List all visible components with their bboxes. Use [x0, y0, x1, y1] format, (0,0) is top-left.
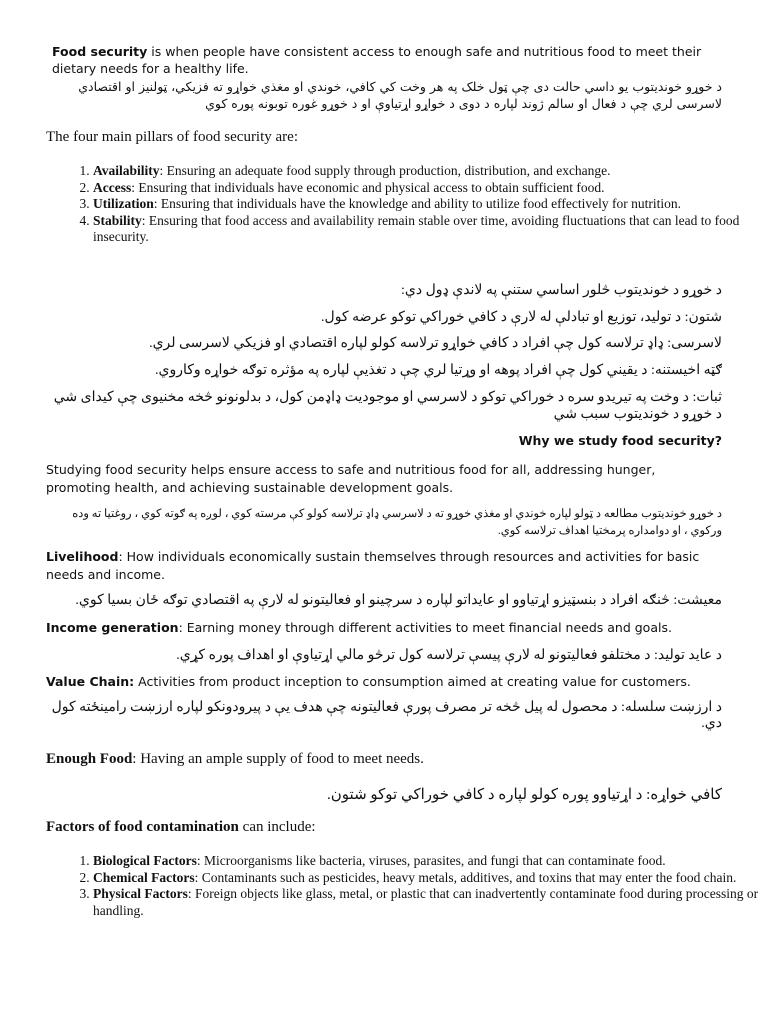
list-item: 1. Biological Factors: Microorganisms like bacteria, viruses, parasites, and fungi that can contaminate food. — [93, 853, 768, 870]
intro-term: Food security — [52, 44, 148, 59]
pillars-pashto-heading: د خوړو د خونديتوب څلور اساسي ستنې په لاندې ډول دي: — [400, 283, 722, 298]
enough-food-pashto: کافي خواړه: د اړتياوو پوره کولو لپاره د کافي خوراکي توکو شتون. — [327, 787, 722, 803]
factors-list — [46, 853, 768, 919]
list-item: 2. Chemical Factors: Contaminants such as pesticides, heavy metals, additives, and toxins that may enter the food chain. — [93, 870, 768, 887]
pillars-pashto-item: ثبات: د وخت په تيريدو سره د خوراکي توکو د لاسرسي او موجوديت ډاډمن کول، د بدلونونو څخه مخنيوی چې کيدای شي د خوړو د خونديتوب سبب شي — [53, 390, 722, 422]
factors-heading: Factors of food contamination can include: — [46, 819, 316, 835]
list-item: 3. Physical Factors: Foreign objects like glass, metal, or plastic that can inadvertently contaminate food during processing or handling. — [93, 886, 768, 919]
income-generation-pashto: د عايد توليد: د مختلفو فعاليتونو له لارې پيسې ترلاسه کول ترڅو مالي اړتياوې او اهداف پوره کړي. — [176, 648, 722, 663]
pillars-heading: The four main pillars of food security are: — [46, 129, 298, 145]
livelihood-pashto: معيشت: څنګه افراد د بنسټيزو اړتياوو او عايداتو لپاره د سرچينو او فعاليتونو له لارې په اقتصادي توګه ځان بسيا کوي. — [75, 593, 722, 608]
pillars-pashto-item: شتون: د توليد، توزيع او تبادلې له لارې د کافي خوراکي توکو عرضه کول. — [321, 310, 722, 325]
value-chain-definition: Value Chain: Activities from product inception to consumption aimed at creating value for customers. — [46, 674, 691, 689]
value-chain-pashto: د ارزښت سلسله: د محصول له پيل څخه تر مصرف پورې فعاليتونه چې هدف يې د پيرودونکو لپاره ارزښت رامينځته کول دي. — [51, 700, 722, 731]
list-item: 4. Stability: Ensuring that food access and availability remain stable over time, avoiding fluctuations that can lead to food insecurity. — [93, 213, 768, 246]
why-answer: Studying food security helps ensure access to safe and nutritious food for all, addressing hunger, promoting health, and achieving sustainable development goals. — [46, 462, 656, 495]
pillars-pashto-item: ګټه اخيستنه: د يقيني کول چې افراد پوهه او وړتيا لري چې د تغذيې لپاره په مؤثره توګه خواړه وکاروي. — [154, 363, 722, 378]
why-question: Why we study food security? — [518, 433, 722, 448]
why-pashto: د خوړو خونديتوب مطالعه د ټولو لپاره خوندي او مغذي خوړو ته د لاسرسي ډاډ ترلاسه کولو کې مرسته کوي ، لوږه په ګوته کوي ، روغتيا ته وده ورکوي ، او دوامداره پرمختيا اهداف ترلاسه کوي. — [72, 508, 722, 537]
list-item: 1. Availability: Ensuring an adequate food supply through production, distribution, and exchange. — [93, 163, 768, 180]
intro-paragraph — [52, 43, 724, 77]
pillars-pashto-item: لاسرسی: ډاډ ترلاسه کول چې افراد د کافي خواړو ترلاسه کولو لپاره اقتصادي او فزيکي لاسرسی لري. — [149, 336, 722, 351]
enough-food-definition: Enough Food: Having an ample supply of food to meet needs. — [46, 751, 424, 767]
intro-definition: is when people have consistent access to enough safe and nutritious food to meet their dietary needs for a healthy life. — [52, 44, 702, 76]
list-item: 2. Access: Ensuring that individuals have economic and physical access to obtain sufficient food. — [93, 180, 768, 197]
income-generation-definition: Income generation: Earning money through different activities to meet financial needs and goals. — [46, 620, 672, 635]
list-item: 3. Utilization: Ensuring that individuals have the knowledge and ability to utilize food effectively for nutrition. — [93, 196, 768, 213]
livelihood-definition: Livelihood: How individuals economically sustain themselves through resources and activities for basic needs and income. — [46, 549, 700, 582]
pillars-list — [46, 163, 768, 246]
intro-pashto: د خوړو خونديتوب يو داسي حالت دی چې ټول خلک په هر وخت کي کافي، خوندي او مغذي خواړو ته فزيکي، ټولنيز او اقتصادي لاسرسی لري چې د فعال او سالم ژوند لپاره د دوی د خواړو اړتياوې او د خوړو غوره توبونه پوره کوي — [78, 79, 722, 111]
